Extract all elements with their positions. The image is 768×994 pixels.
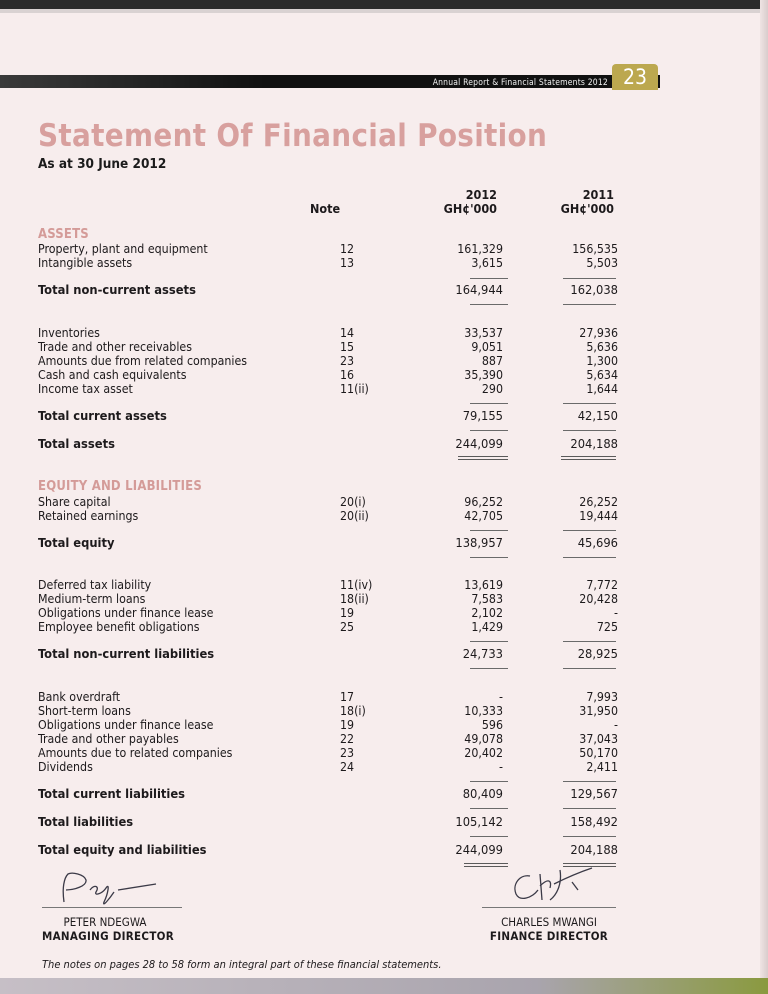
signature-line (482, 907, 616, 908)
subtotal-rule (563, 530, 616, 531)
total-rule (563, 430, 616, 431)
table-row: Deferred tax liability 11(iv) 13,619 7,772 (38, 578, 618, 592)
subtotal-rule (470, 530, 508, 531)
subtotal-rule (563, 641, 616, 642)
table-row: Intangible assets 13 3,615 5,503 (38, 256, 618, 270)
table-row-total: Total current assets 79,155 42,150 (38, 409, 618, 424)
table-row: Dividends 24 - 2,411 (38, 760, 618, 774)
total-rule (470, 304, 508, 305)
signatory-title: MANAGING DIRECTOR (42, 929, 175, 943)
scan-edge-top-light (0, 9, 768, 13)
unit-2011-header: GH¢'000 (560, 201, 614, 216)
table-row: Obligations under finance lease 19 2,102 - (38, 606, 618, 620)
scan-edge-right (760, 0, 768, 994)
note-column-header: Note (310, 201, 341, 216)
table-row: Trade and other receivables 15 9,051 5,636 (38, 340, 618, 354)
total-rule (470, 808, 508, 809)
signatory-title: FINANCE DIRECTOR (489, 929, 609, 943)
table-row-total: Total non-current assets 164,944 162,038 (38, 283, 618, 298)
subtotal-rule (563, 278, 616, 279)
grand-total-rule (561, 456, 616, 460)
section-assets: ASSETS (38, 227, 89, 242)
table-row: Short-term loans 18(i) 10,333 31,950 (38, 704, 618, 718)
table-row: Trade and other payables 22 49,078 37,043 (38, 732, 618, 746)
table-row: Share capital 20(i) 96,252 26,252 (38, 495, 618, 509)
total-rule (470, 430, 508, 431)
unit-2012-header: GH¢'000 (443, 201, 497, 216)
signatory-name: PETER NDEGWA (63, 915, 147, 929)
table-row-total: Total equity 138,957 45,696 (38, 536, 618, 551)
total-rule (563, 557, 616, 558)
signature-managing-director (56, 868, 166, 910)
subtotal-rule (470, 278, 508, 279)
running-title: Annual Report & Financial Statements 2012 (432, 78, 608, 88)
signatory-name: CHARLES MWANGI (501, 915, 597, 929)
footnote: The notes on pages 28 to 58 form an integral part of these financial statements. (42, 958, 442, 971)
total-rule (470, 836, 508, 837)
table-row: Employee benefit obligations 25 1,429 725 (38, 620, 618, 634)
table-row: Medium-term loans 18(ii) 7,583 20,428 (38, 592, 618, 606)
table-row: Cash and cash equivalents 16 35,390 5,634 (38, 368, 618, 382)
table-row: Retained earnings 20(ii) 42,705 19,444 (38, 509, 618, 523)
page-title: Statement Of Financial Position (38, 118, 548, 154)
table-row: Inventories 14 33,537 27,936 (38, 326, 618, 340)
subtotal-rule (470, 403, 508, 404)
signature-line (42, 907, 182, 908)
table-row: Amounts due from related companies 23 887 1,300 (38, 354, 618, 368)
total-rule (563, 808, 616, 809)
year-2012-header: 2012 (465, 187, 497, 202)
table-row-total: Total equity and liabilities 244,099 204,188 (38, 843, 618, 858)
table-row-total: Total assets 244,099 204,188 (38, 437, 618, 452)
table-row: Property, plant and equipment 12 161,329 156,535 (38, 242, 618, 256)
subtotal-rule (563, 781, 616, 782)
table-row: Obligations under finance lease 19 596 - (38, 718, 618, 732)
page-subtitle: As at 30 June 2012 (38, 156, 167, 172)
table-row: Amounts due to related companies 23 20,402 50,170 (38, 746, 618, 760)
table-row-total: Total non-current liabilities 24,733 28,925 (38, 647, 618, 662)
total-rule (470, 557, 508, 558)
scan-edge-bottom (0, 978, 768, 994)
table-row: Income tax asset 11(ii) 290 1,644 (38, 382, 618, 396)
total-rule (470, 668, 508, 669)
table-row-total: Total liabilities 105,142 158,492 (38, 815, 618, 830)
total-rule (563, 668, 616, 669)
table-row: Bank overdraft 17 - 7,993 (38, 690, 618, 704)
scan-edge-top (0, 0, 768, 9)
year-2011-header: 2011 (582, 187, 614, 202)
subtotal-rule (470, 781, 508, 782)
section-equity-liabilities: EQUITY AND LIABILITIES (38, 479, 202, 494)
table-row-total: Total current liabilities 80,409 129,567 (38, 787, 618, 802)
subtotal-rule (563, 403, 616, 404)
subtotal-rule (470, 641, 508, 642)
signature-finance-director (500, 860, 610, 910)
grand-total-rule (458, 456, 508, 460)
total-rule (563, 836, 616, 837)
total-rule (563, 304, 616, 305)
page-number: 23 (612, 64, 658, 90)
